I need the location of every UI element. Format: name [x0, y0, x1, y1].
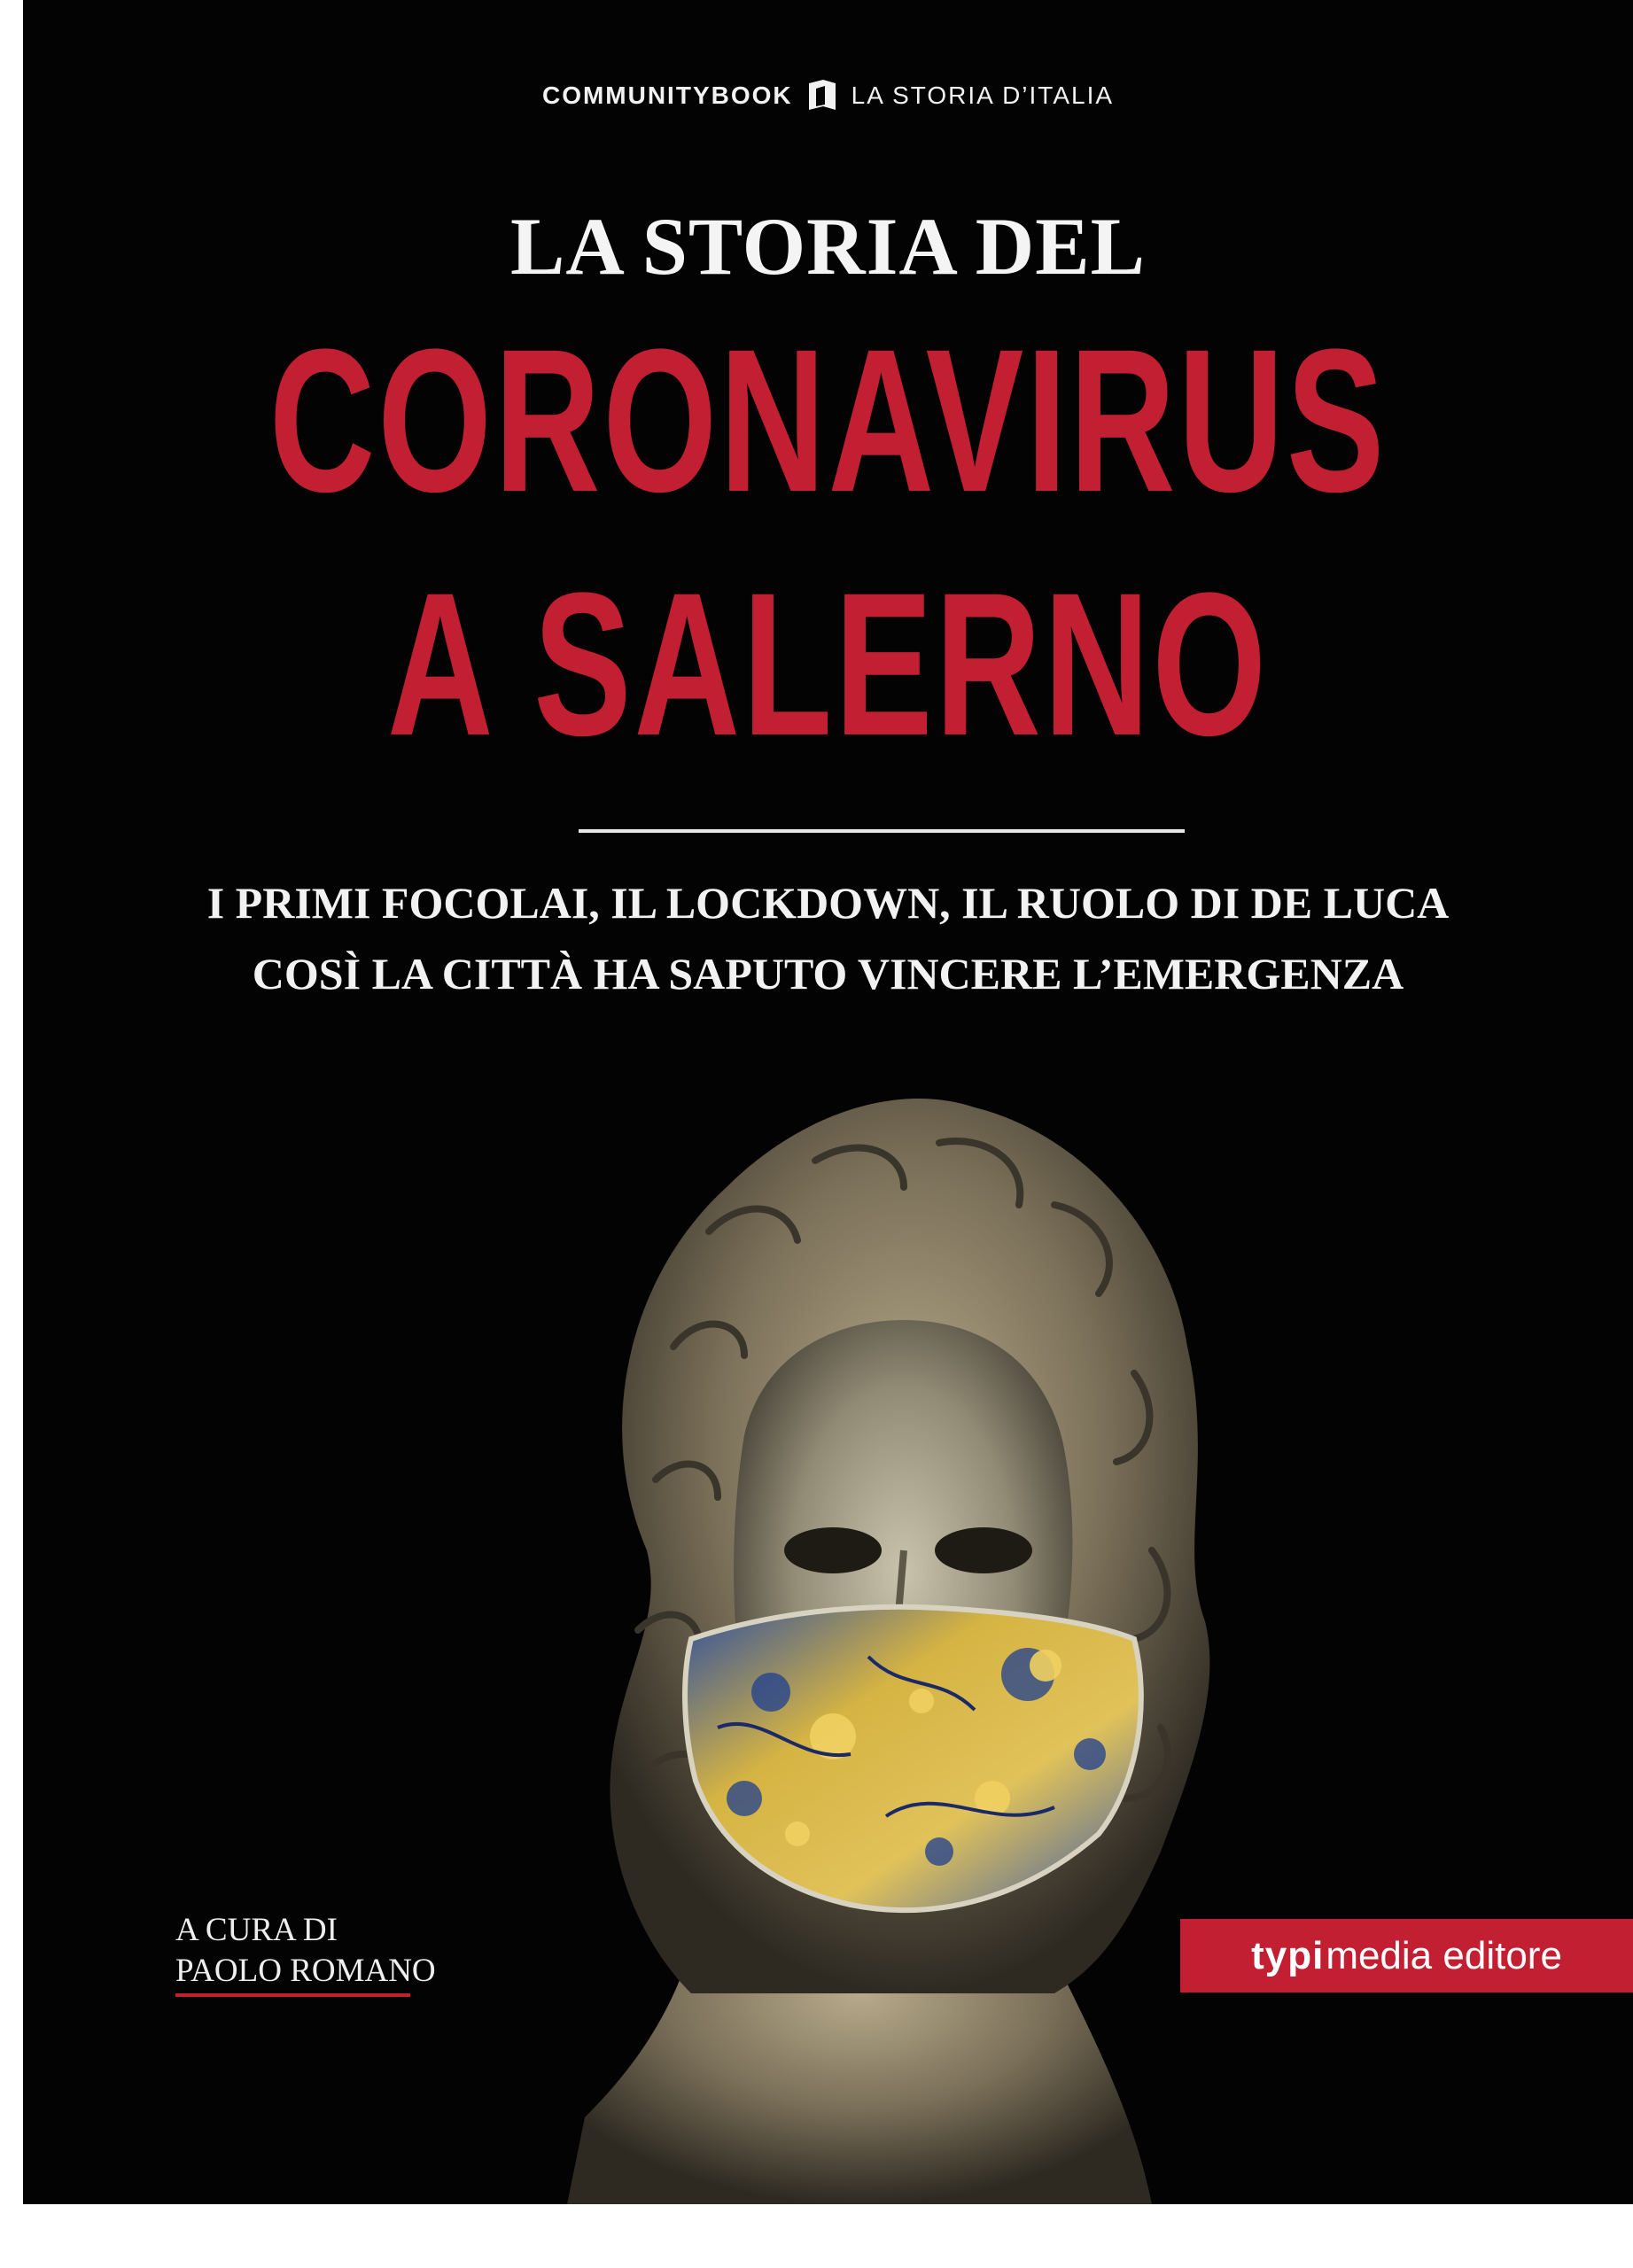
curator-credit — [175, 1910, 436, 1992]
title-line-1: CORONAVIRUS — [268, 307, 1388, 534]
title-line-2: A SALERNO — [386, 550, 1270, 778]
curator-label: A CURA DI — [175, 1912, 338, 1948]
series-name-left: COMMUNITYBOOK — [541, 82, 793, 109]
curator-underline — [175, 1993, 410, 1997]
subtitle-line-2: COSÌ LA CITTÀ HA SAPUTO VINCERE L’EMERGENZA — [252, 949, 1404, 998]
book-cover — [23, 0, 1633, 2204]
series-bar — [23, 78, 1633, 113]
publisher-badge — [1180, 1919, 1633, 1992]
curator-name: PAOLO ROMANO — [175, 1953, 436, 1989]
open-book-icon — [805, 78, 839, 113]
title-kicker: LA STORIA DEL — [510, 201, 1146, 291]
subtitle-line-1: I PRIMI FOCOLAI, IL LOCKDOWN, IL RUOLO DI DE LUCA — [206, 878, 1450, 928]
publisher-name: media editore — [1326, 1933, 1562, 1977]
series-name-right: LA STORIA D’ITALIA — [851, 82, 1115, 109]
divider — [579, 829, 1185, 833]
masked-statue-head-icon — [478, 1054, 1276, 2204]
publisher-brand: typi — [1251, 1933, 1325, 1977]
